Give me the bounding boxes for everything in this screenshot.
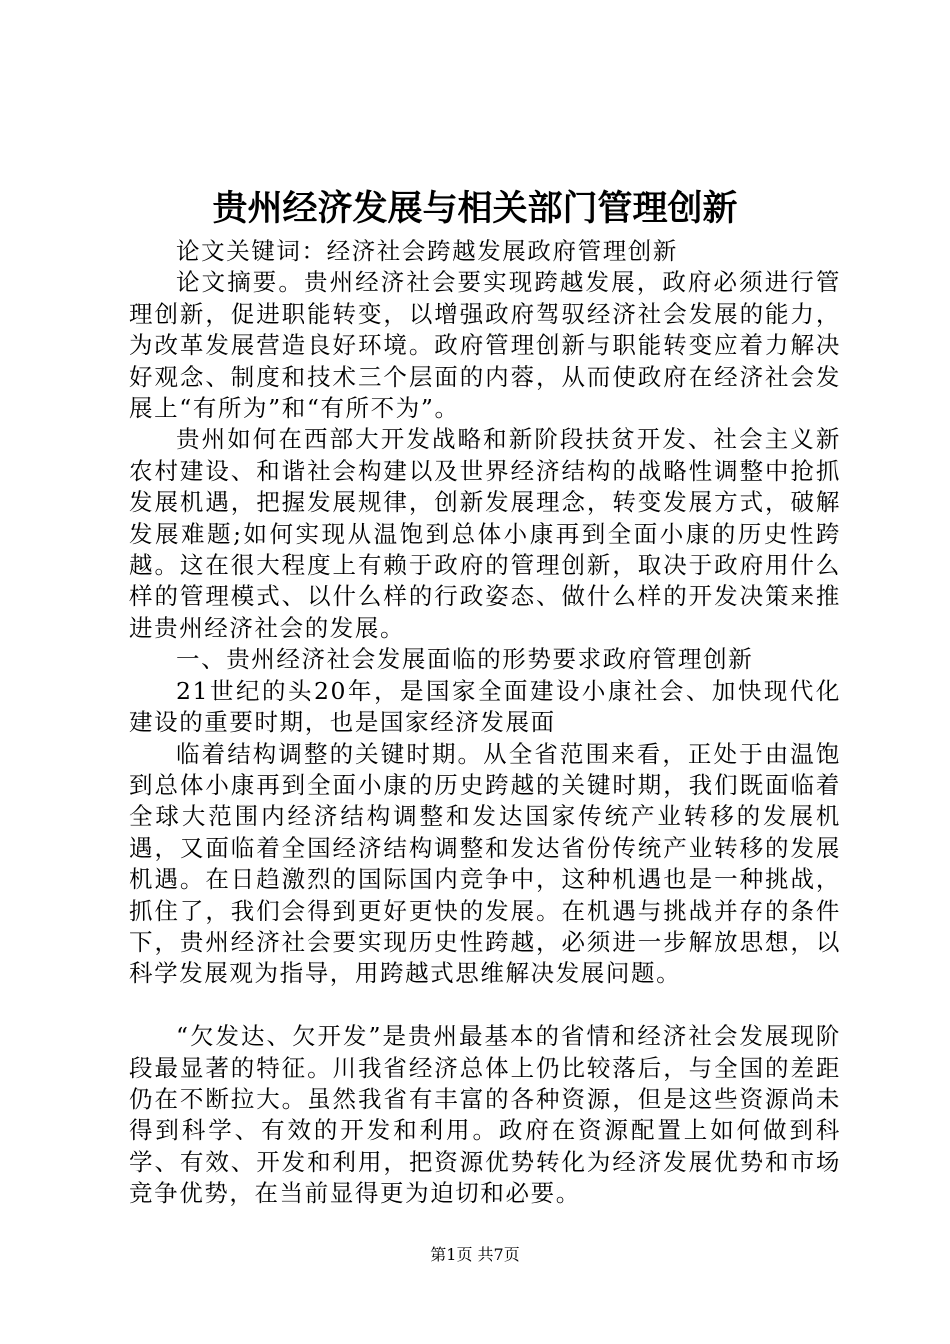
document-title: 贵州经济发展与相关部门管理创新 [212,189,738,229]
intro-paragraph: 贵州如何在西部大开发战略和新阶段扶贫开发、社会主义新农村建设、和谐社会构建以及世界经济结构的战略性调整中抢抓发展机遇，把握发展规律，创新发展理念，转变发展方式，破解发展难题;如何实现从温饱到总体小康再到全面小康的历史性跨越。这在很大程度上有赖于政府的管理创新，取决于政府用什么样的管理模式、以什么样的行政姿态、做什么样的开发决策来推进贵州经济社会的发展。 [129,425,841,642]
abstract-paragraph: 论文摘要。贵州经济社会要实现跨越发展，政府必须进行管理创新，促进职能转变，以增强政府驾驭经济社会发展的能力，为改革发展营造良好环境。政府管理创新与职能转变应着力解决好观念、制度和技术三个层面的内蓉，从而使政府在经济社会发展上“有所为”和“有所不为”。 [129,268,841,423]
paragraph-spacer [129,990,841,1021]
body-paragraph: 临着结构调整的关键时期。从全省范围来看，正处于由温饱到总体小康再到全面小康的历史跨越的关键时期，我们既面临着全球大范围内经济结构调整和发达国家传统产业转移的发展机遇，又面临着全国经济结构调整和发达省份传统产业转移的发展机遇。在日趋激烈的国际国内竞争中，这种机遇也是一种挑战，抓住了，我们会得到更好更快的发展。在机遇与挑战并存的条件下，贵州经济社会要实现历史性跨越，必须进一步解放思想，以科学发展观为指导，用跨越式思维解决发展问题。 [129,739,841,988]
keywords-paragraph: 论文关键词：经济社会跨越发展政府管理创新 [176,237,678,265]
page-footer: 第1页 共7页 [430,1245,520,1264]
body-paragraph: “欠发达、欠开发”是贵州最基本的省情和经济社会发展现阶段最显著的特征。川我省经济总体上仍比较落后，与全国的差距仍在不断拉大。虽然我省有丰富的各种资源，但是这些资源尚未得到科学、有效的开发和利用。政府在资源配置上如何做到科学、有效、开发和利用，把资源优势转化为经济发展优势和市场竞争优势，在当前显得更为迫切和必要。 [129,1022,841,1208]
body-paragraph: 21世纪的头20年，是国家全面建设小康社会、加快现代化建设的重要时期，也是国家经济发展面 [129,676,841,737]
document-body [129,236,841,1210]
section-heading: 一、贵州经济社会发展面临的形势要求政府管理创新 [176,645,754,674]
